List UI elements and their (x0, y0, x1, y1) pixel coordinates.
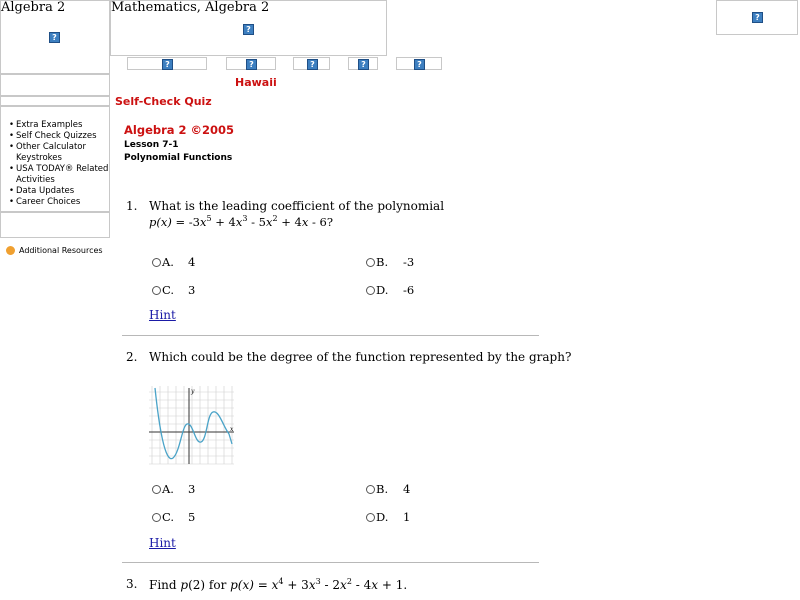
question-2-text: Which could be the degree of the function represented by the graph? (149, 350, 572, 364)
q2-choice-a-value: 3 (188, 482, 196, 496)
question-1-number: 1. (126, 199, 138, 213)
divider (122, 562, 539, 563)
sidebar-item-self-check-quizzes[interactable]: • Self Check Quizzes (9, 131, 109, 142)
broken-image-icon[interactable]: ? (752, 12, 763, 23)
sidebar-item-career-choices[interactable]: • Career Choices (9, 197, 109, 208)
sidebar-item-data-updates[interactable]: • Data Updates (9, 186, 109, 197)
radio-button[interactable] (366, 286, 375, 295)
lesson-title: Polynomial Functions (124, 153, 233, 163)
location-heading: Hawaii (235, 76, 277, 89)
polynomial-graph (149, 386, 237, 466)
radio-button[interactable] (152, 258, 161, 267)
radio-button[interactable] (366, 258, 375, 267)
q2-choice-c[interactable]: C. (152, 510, 174, 524)
orange-bullet-icon (6, 246, 15, 255)
divider (122, 335, 539, 336)
sidebar-blank-frame (0, 74, 110, 96)
question-3-number: 3. (126, 577, 138, 591)
q2-choice-d[interactable]: D. (366, 510, 388, 524)
broken-image-icon: ? (358, 59, 369, 70)
broken-image-icon: ? (162, 59, 173, 70)
q1-choice-a-value: 4 (188, 255, 196, 269)
sidebar-nav (9, 120, 109, 208)
broken-image-icon: ? (307, 59, 318, 70)
q1-choice-b-value: -3 (403, 255, 415, 269)
radio-button[interactable] (152, 286, 161, 295)
sidebar-strip (0, 96, 110, 106)
question-3-text: Find p(2) for $p(x) = x^4 + 3x^3 - 2x^2 - 4x + 1$. (149, 577, 408, 592)
lesson-number: Lesson 7-1 (124, 140, 179, 150)
sidebar-item-usa-today[interactable]: • USA TODAY® Related Activities (9, 164, 109, 186)
q1-choice-b[interactable]: B. (366, 255, 388, 269)
sidebar-resources-frame (0, 212, 110, 238)
radio-button[interactable] (366, 485, 375, 494)
q1-choice-c[interactable]: C. (152, 283, 174, 297)
left-header-title: Algebra 2 (1, 0, 66, 15)
q2-hint-link[interactable]: Hint (149, 536, 176, 550)
additional-resources-link[interactable]: Additional Resources (19, 246, 103, 255)
question-2-number: 2. (126, 350, 138, 364)
q1-choice-d[interactable]: D. (366, 283, 388, 297)
radio-button[interactable] (152, 485, 161, 494)
radio-button[interactable] (152, 513, 161, 522)
question-3-lead: Find (149, 578, 177, 592)
book-title: Algebra 2 ©2005 (124, 123, 235, 137)
x-axis-label: x (230, 426, 234, 433)
q1-hint-link[interactable]: Hint (149, 308, 176, 322)
q2-choice-a[interactable]: A. (152, 482, 174, 496)
q1-choice-d-value: -6 (403, 283, 415, 297)
quiz-heading: Self-Check Quiz (115, 95, 212, 108)
broken-image-icon: ? (49, 32, 60, 43)
radio-button[interactable] (366, 513, 375, 522)
sidebar-item-calculator-keystrokes[interactable]: • Other Calculator Keystrokes (9, 142, 109, 164)
y-axis-label: y (191, 388, 195, 395)
broken-image-icon: ? (414, 59, 425, 70)
main-header-title: Mathematics, Algebra 2 (111, 0, 270, 15)
q1-choice-c-value: 3 (188, 283, 196, 297)
q2-choice-b-value: 4 (403, 482, 411, 496)
graph-grid (149, 386, 234, 464)
question-1-polynomial: $p(x) = -3x^5 + 4x^3 - 5x^2 + 4x - 6$? (149, 214, 333, 229)
broken-image-icon: ? (246, 59, 257, 70)
q2-choice-c-value: 5 (188, 510, 196, 524)
q1-choice-a[interactable]: A. (152, 255, 174, 269)
broken-image-icon: ? (243, 24, 254, 35)
question-1-text: What is the leading coefficient of the polynomial (149, 199, 445, 213)
q2-choice-b[interactable]: B. (366, 482, 388, 496)
q2-choice-d-value: 1 (403, 510, 411, 524)
sidebar-item-extra-examples[interactable]: • Extra Examples (9, 120, 109, 131)
